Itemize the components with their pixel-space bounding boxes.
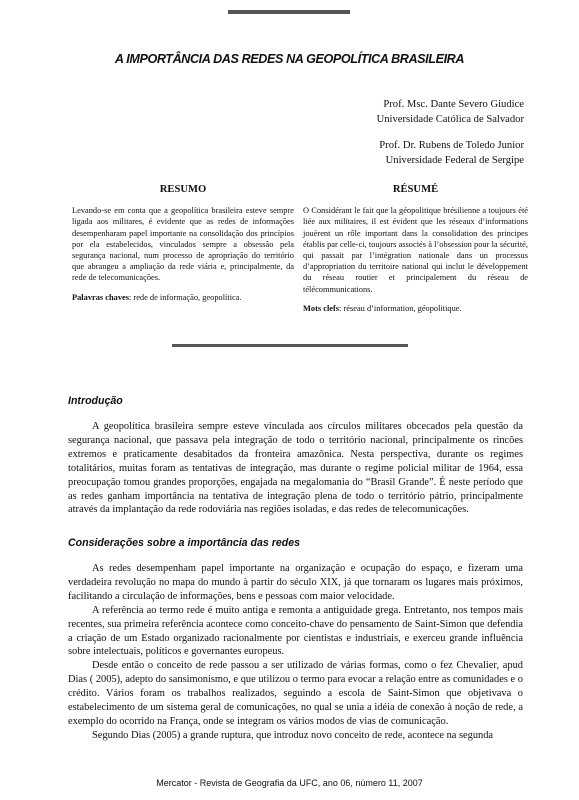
keywords <box>72 292 294 303</box>
paragraph: A geopolítica brasileira sempre esteve vinculada aos círculos militares obcecados pela questão da segurança nacional, que passava pela integração de todo o território nacional, principalmente os rincões extremos e praticamente desabitados da fronteira amazônica. Nesta perspectiva, durante os regimes totalitários, muitas foram as tentativas de integração, mas durante o regime policial militar de 1964, essa preocupação tomou grandes proporções, engajada na megalomania do “Brasil Grande”. É neste período que as redes ganham importância na tentativa de integração plena de todo o território pátrio, principalmente através da implantação da rede rodoviária nas regiões isoladas, e das redes de telecomunicações. <box>68 421 523 516</box>
article-title: A IMPORTÂNCIA DAS REDES NA GEOPOLÍTICA BRASILEIRA <box>114 52 465 66</box>
author-name: Prof. Dr. Rubens de Toledo Junior <box>379 140 524 151</box>
abstract-french <box>303 184 528 314</box>
section-heading-redes: Considerações sobre a importância das redes <box>68 537 300 549</box>
page-footer: Mercator - Revista de Geografia da UFC, ano 06, número 11, 2007 <box>156 778 423 788</box>
keywords <box>303 303 528 314</box>
section-divider <box>172 344 408 347</box>
section-body-introducao <box>68 420 523 517</box>
author-block-2 <box>379 138 524 168</box>
author-block-1 <box>377 97 524 127</box>
abstract-portuguese <box>72 184 294 303</box>
section-heading-introducao: Introdução <box>68 395 123 407</box>
author-name: Prof. Msc. Dante Severo Giudice <box>383 99 524 110</box>
author-affiliation: Universidade Católica de Salvador <box>376 114 524 125</box>
abstract-text: O Considérant le fait que la géopolitique brésilienne a toujours été liée aux militaires, il est évident que les réseaux d’informations jouèrent un rôle important dans la consolidation des principes établis par celle-ci, toujours associés à l’obsession pour la sécurité, qui passait par l’intégration nationale dans un processus d’appropriation du territoire national qui inclut le développement du réseau routier et principalement du réseau de télécommunications. <box>303 206 528 294</box>
keywords-label: Palavras chaves <box>72 292 129 302</box>
author-affiliation: Universidade Federal de Sergipe <box>385 155 524 166</box>
keywords-list: : réseau d’information, géopolitique. <box>339 303 462 313</box>
paragraph: A referência ao termo rede é muito antiga e remonta a antiguidade grega. Entretanto, nos tempos mais recentes, sua primeira referência acontece como conceito-chave do pensamento de Saint-Simon que defendia a criação de um Estado organizado racionalmente por cientistas e industriais, e exerceu grande influência sobre intelectuais, políticos e governantes europeus. <box>68 604 523 658</box>
paragraph: Desde então o conceito de rede passou a ser utilizado de várias formas, como o fez Chevalier, apud Dias ( 2005), adepto do sansimonismo, e que utilizou o termo para evocar a relação entre as comunidades e o crédito. Vários foram os trabalhos realizados, seguindo a escola de Saint-Simon que objetivava o estabelecimento de um sistema geral de comunicações, no qual se unia a idéia de conexão à noção de rede, a exemplo do ocorrido na França, onde se integram os vários modos de vias de comunicação. <box>68 660 523 727</box>
abstract-text: Levando-se em conta que a geopolítica brasileira esteve sempre ligada aos militares, é evidente que as redes de informações desempenharam papel importante na consolidação dos princípios por ela estabelecidos, vinculados sempre a obsessão pela segurança nacional, num processo de apropriação do território que abrangeu a ampliação da rede viária e, principalmente, da rede de telecomunicações. <box>72 206 294 283</box>
section-body-redes <box>68 562 523 743</box>
abstract-heading: RESUMO <box>159 184 207 195</box>
paragraph: As redes desempenham papel importante na organização e ocupação do espaço, e fizeram uma verdadeira revolução no mapa do mundo à partir do século XIX, já que tornaram os lugares mais próximos, facilitando a circulação de informações, bens e pessoas com maior velocidade. <box>68 563 523 602</box>
top-rule <box>228 10 350 14</box>
paragraph: Segundo Dias (2005) a grande ruptura, que introduz novo conceito de rede, acontece na segunda <box>92 729 494 741</box>
abstract-heading: RÉSUMÉ <box>392 184 439 195</box>
keywords-list: : rede de informação, geopolítica. <box>129 292 242 302</box>
keywords-label: Mots clefs <box>303 303 340 313</box>
